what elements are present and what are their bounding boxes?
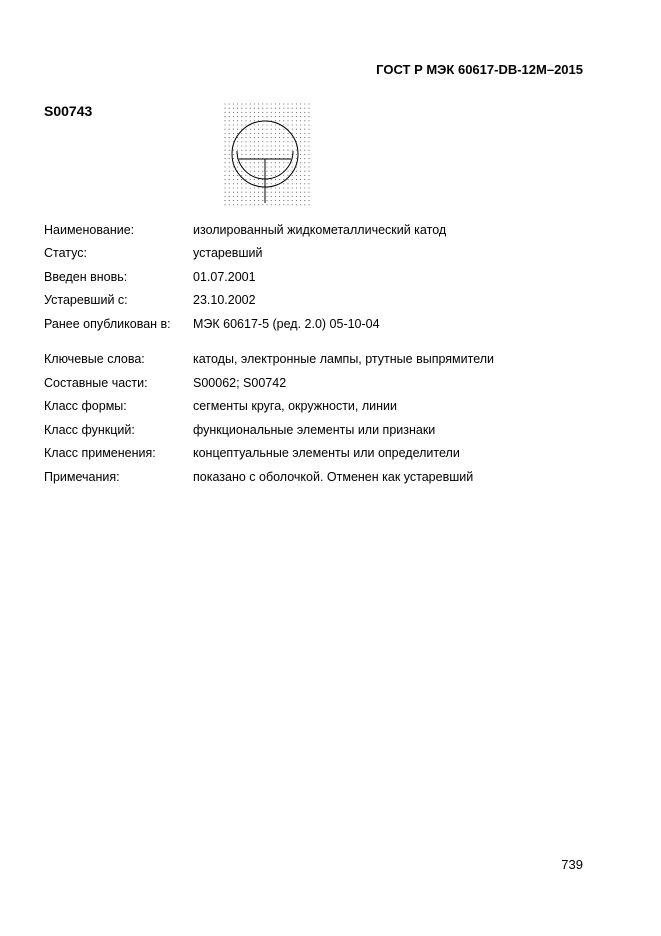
document-header: ГОСТ Р МЭК 60617-DB-12M–2015 xyxy=(376,62,583,77)
field-value: устаревший xyxy=(193,246,263,261)
field-introduced xyxy=(44,265,604,289)
field-value: сегменты круга, окружности, линии xyxy=(193,399,397,414)
field-value: 23.10.2002 xyxy=(193,293,256,308)
field-application-class xyxy=(44,442,604,466)
field-label: Примечания: xyxy=(44,469,120,484)
field-label: Введен вновь: xyxy=(44,269,128,284)
field-label: Ранее опубликован в: xyxy=(44,316,171,331)
symbol-attributes xyxy=(44,218,604,489)
field-value: МЭК 60617-5 (ред. 2.0) 05-10-04 xyxy=(193,316,380,331)
field-label: Ключевые слова: xyxy=(44,352,145,367)
field-value: показано с оболочкой. Отменен как устаревший xyxy=(193,469,474,484)
page-number: 739 xyxy=(561,857,583,872)
field-label: Составные части: xyxy=(44,375,148,390)
field-value: изолированный жидкометаллический катод xyxy=(193,222,447,237)
field-components xyxy=(44,371,604,395)
field-value: катоды, электронные лампы, ртутные выпрямители xyxy=(193,352,495,367)
field-label: Статус: xyxy=(44,246,87,261)
field-label: Наименование: xyxy=(44,222,135,237)
field-value: S00062; S00742 xyxy=(193,375,287,390)
field-obsolete-since xyxy=(44,289,604,313)
field-status xyxy=(44,242,604,266)
field-previously-published xyxy=(44,312,604,336)
field-label: Класс функций: xyxy=(44,422,135,437)
field-function-class xyxy=(44,418,604,442)
field-label: Класс формы: xyxy=(44,399,127,414)
symbol-code: S00743 xyxy=(44,103,93,119)
field-label: Класс применения: xyxy=(44,446,156,461)
symbol-drawing xyxy=(222,101,314,209)
field-shape-class xyxy=(44,395,604,419)
field-name xyxy=(44,218,604,242)
field-value: концептуальные элементы или определители xyxy=(193,446,460,461)
field-label: Устаревший с: xyxy=(44,293,128,308)
field-value: функциональные элементы или признаки xyxy=(193,422,436,437)
field-notes xyxy=(44,465,604,489)
field-keywords xyxy=(44,348,604,372)
field-value: 01.07.2001 xyxy=(193,269,256,284)
